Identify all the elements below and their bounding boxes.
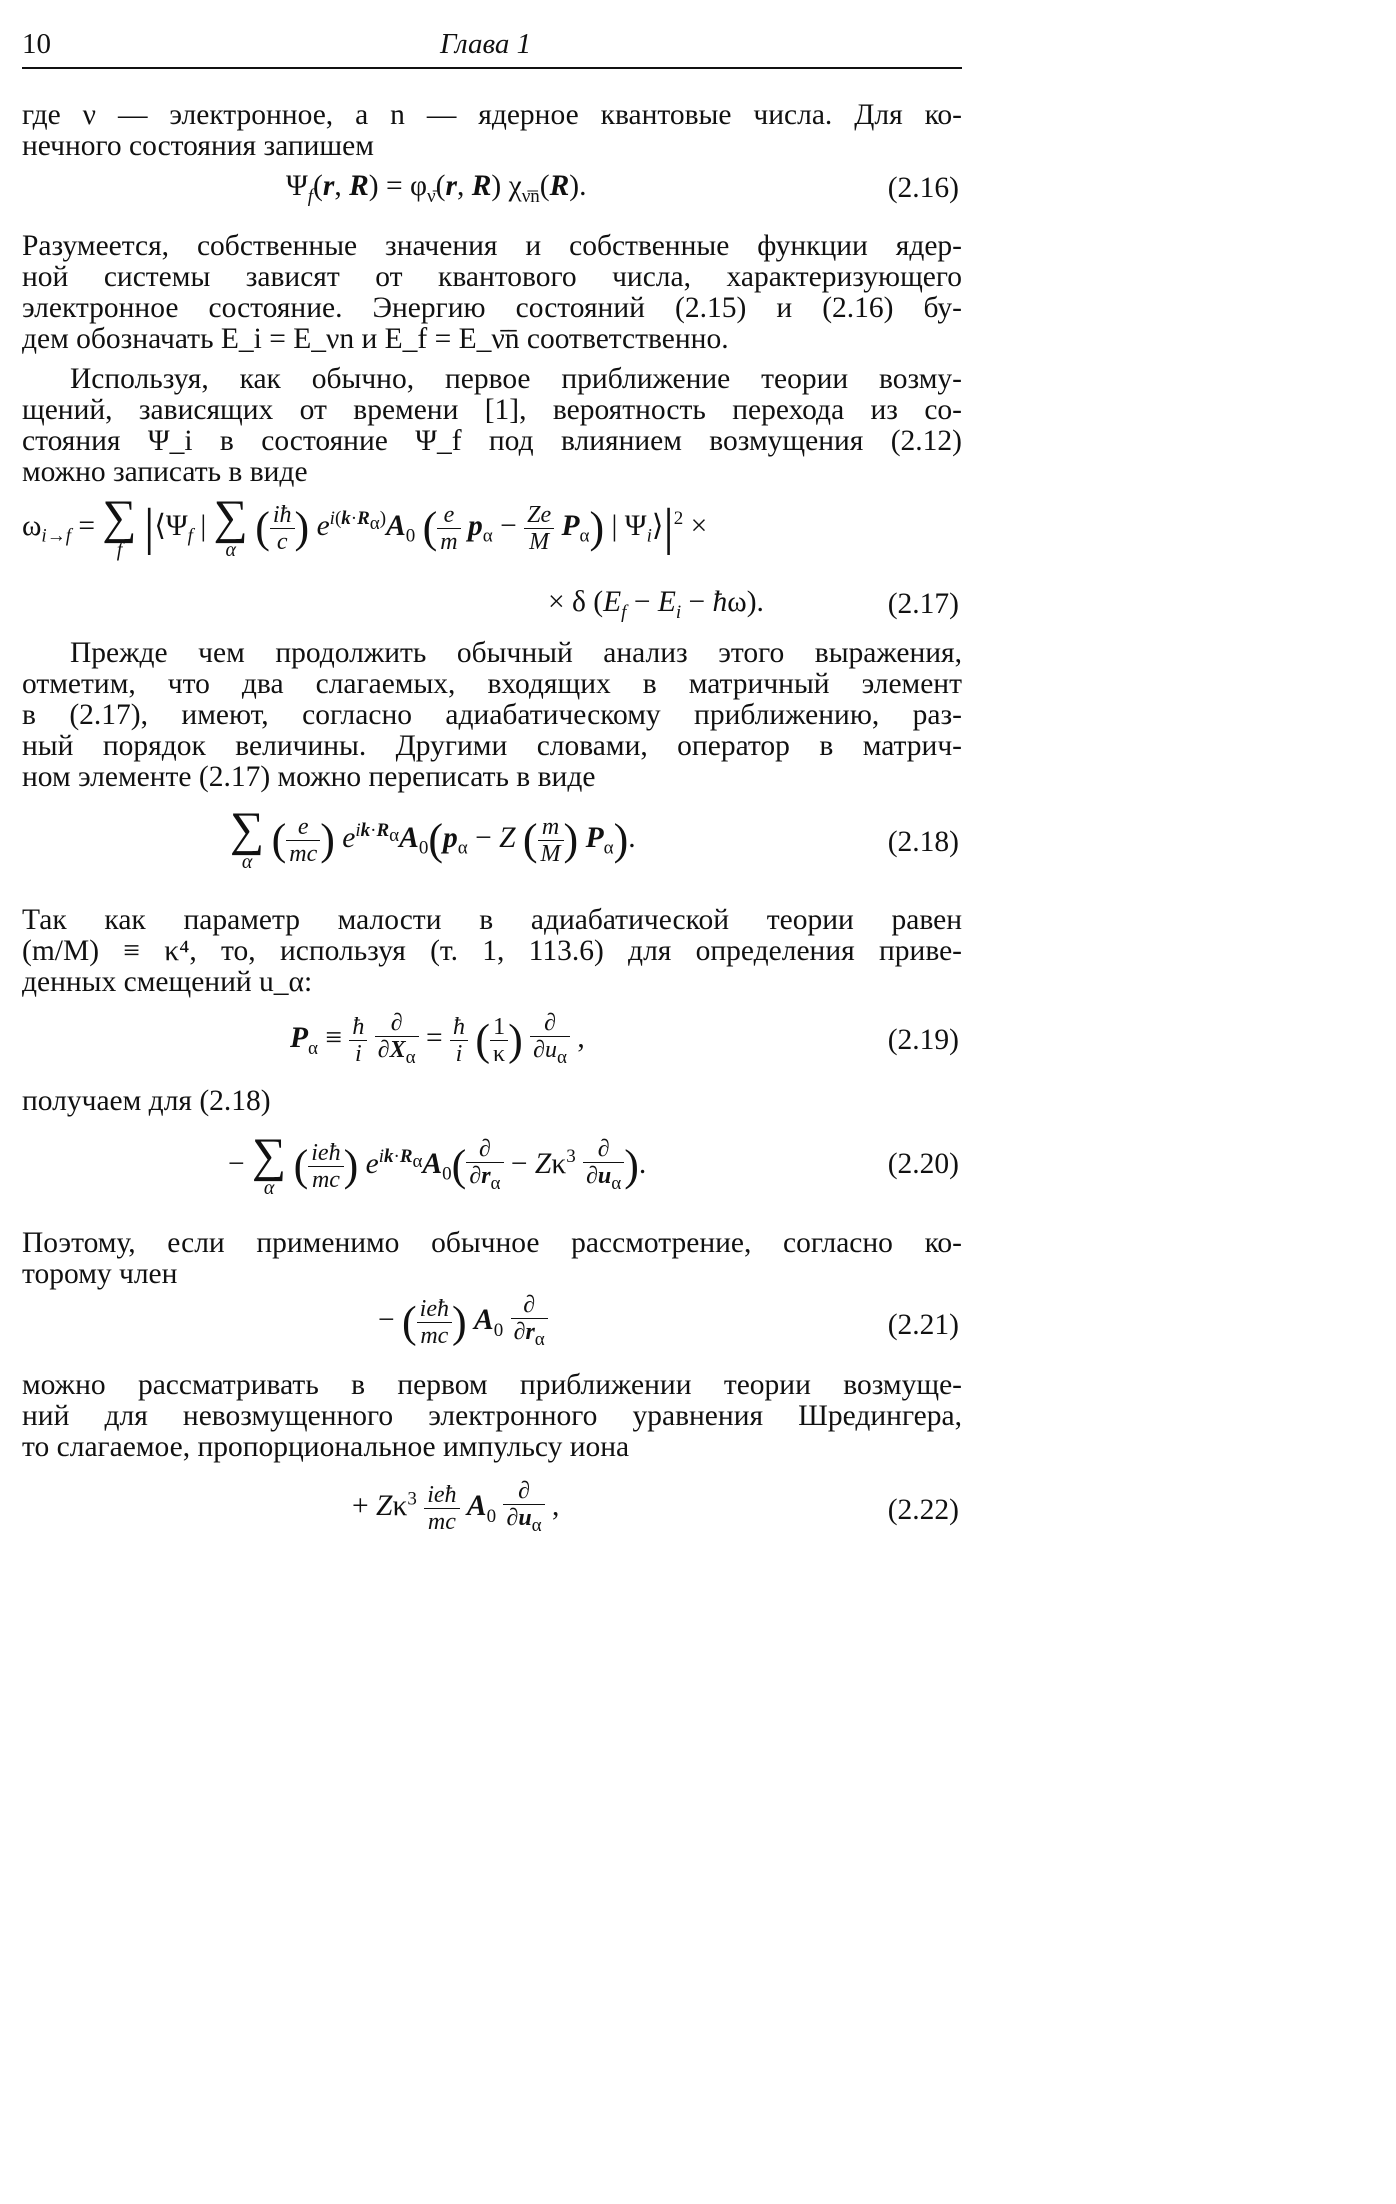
paragraph-4 xyxy=(22,638,962,793)
text-line: Используя, как обычно, первое приближение теории возму- xyxy=(70,363,962,395)
text-line: где ν — электронное, а n — ядерное квантовые числа. Для ко- xyxy=(22,99,962,131)
sum-symbol: ∑ α xyxy=(213,491,248,561)
text-line: в (2.17), имеют, согласно адиабатическому приближению, раз- xyxy=(22,699,962,731)
paragraph-7 xyxy=(22,1228,962,1290)
text-line: щений, зависящих от времени [1], вероятность перехода из со- xyxy=(22,394,962,426)
equation-number: (2.19) xyxy=(887,1024,959,1056)
text-line: ний для невозмущенного электронного уравнения Шредингера, xyxy=(22,1400,962,1432)
paragraph-3 xyxy=(22,364,962,488)
text-line: Разумеется, собственные значения и собственные функции ядер- xyxy=(22,230,962,262)
header-rule xyxy=(22,67,962,69)
equation-2-21: − ( $\frac{\text{ieħ}}{mc}$ ) $A_0$ $\frac{\partial}{\partial r_\alpha}$ xyxy=(378,1292,548,1353)
sum-symbol: ∑ α xyxy=(252,1129,287,1199)
paragraph-6 xyxy=(22,1086,962,1117)
equation-number: (2.20) xyxy=(887,1148,959,1180)
text-line: можно рассматривать в первом приближении теории возмуще- xyxy=(22,1369,962,1401)
text-line: то слагаемое, пропорциональное импульсу иона xyxy=(22,1431,630,1463)
text-line: стояния Ψ_i в состояние Ψ_f под влиянием возмущения (2.12) xyxy=(22,425,962,457)
equation-number: (2.17) xyxy=(887,588,959,620)
text-line: ном элементе (2.17) можно переписать в виде xyxy=(22,761,596,793)
text-line: дем обозначать E_i = E_νn и E_f = E_ν̄n̄ соответственно. xyxy=(22,323,729,355)
running-head-chapter: Глава 1 xyxy=(440,28,532,60)
paragraph-1 xyxy=(22,100,962,162)
text-line: электронное состояние. Энергию состояний (2.15) и (2.16) бу- xyxy=(22,292,962,324)
text-line: денных смещений u_α: xyxy=(22,966,313,998)
equation-number: (2.22) xyxy=(887,1494,959,1526)
text-line: ный порядок величины. Другими словами, оператор в матрич- xyxy=(22,730,962,762)
equation-2-20: − ∑ α ( $\frac{\text{ieħ}}{mc}$ ) $e^{ik\cdot R_\alpha}A_0$( $\frac{\partial}{\partial r_\alpha}$ − $Z\kappa^3$ $\frac{\partial}{\partial u_\alpha}$ ). xyxy=(228,1129,647,1199)
text-line: отметим, что два слагаемых, входящих в матричный элемент xyxy=(22,668,962,700)
text-line: Так как параметр малости в адиабатической теории равен xyxy=(22,904,962,936)
equation-2-16: $\Psi_f(r$, $R) = \varphi_{\nū}(r$, R) $\chi_{\nūn̄}(R)$. xyxy=(286,170,587,207)
text-line: (m/M) ≡ κ⁴, то, используя (т. 1, 113.6) для определения приве- xyxy=(22,935,962,967)
equation-2-17-line-1: $\omega_{i\to f}$ = ∑ f $|⟨\Psi_f$ | ∑ α ( $\frac{iħ}{c}$ ) $e^{i(k\cdot R_\alpha)}A_0$ ( $\frac{e}{m}$ $p_\alpha$ − $\frac{Ze}{M}$ $P_\alpha$) | $\Psi_i⟩|^2$ × xyxy=(22,491,708,561)
text-line: ной системы зависят от квантового числа, характеризующего xyxy=(22,261,962,293)
sum-symbol: ∑ α xyxy=(230,803,265,873)
text-line: получаем для (2.18) xyxy=(22,1085,271,1117)
equation-number: (2.18) xyxy=(887,826,959,858)
equation-2-17-line-2: × δ ($E_f - E_i$ − ħω). xyxy=(548,586,764,623)
sum-symbol: ∑ f xyxy=(102,491,137,561)
equation-2-18: ∑ α ( $\frac{e}{mc}$ ) $e^{ik\cdot R_\alpha}A_0(p_\alpha - Z$ ( $\frac{m}{M}$ ) $P_\alpha$). xyxy=(230,803,636,873)
text-line: можно записать в виде xyxy=(22,456,308,488)
page-number: 10 xyxy=(22,28,51,60)
paragraph-5 xyxy=(22,905,962,998)
text-line: Поэтому, если применимо обычное рассмотрение, согласно ко- xyxy=(22,1227,962,1259)
paragraph-2 xyxy=(22,231,962,355)
equation-number: (2.16) xyxy=(887,172,959,204)
equation-2-19: $P_\alpha$ ≡ $\frac{ħ}{i}$ $\frac{\partial}{\partial X_\alpha}$ = $\frac{ħ}{i}$ ( $\frac{1}{\kappa}$ ) $\frac{\partial}{\partial u_\alpha}$ , xyxy=(290,1010,585,1068)
equation-2-22: + $Z\kappa^3$ $\frac{\text{ieħ}}{mc}$ $A_0$ $\frac{\partial}{\partial u_\alpha}$ , xyxy=(352,1478,560,1536)
text-line: торому член xyxy=(22,1258,178,1290)
text-line: нечного состояния запишем xyxy=(22,130,374,162)
paragraph-8 xyxy=(22,1370,962,1463)
text-line: Прежде чем продолжить обычный анализ этого выражения, xyxy=(70,637,962,669)
equation-number: (2.21) xyxy=(887,1309,959,1341)
